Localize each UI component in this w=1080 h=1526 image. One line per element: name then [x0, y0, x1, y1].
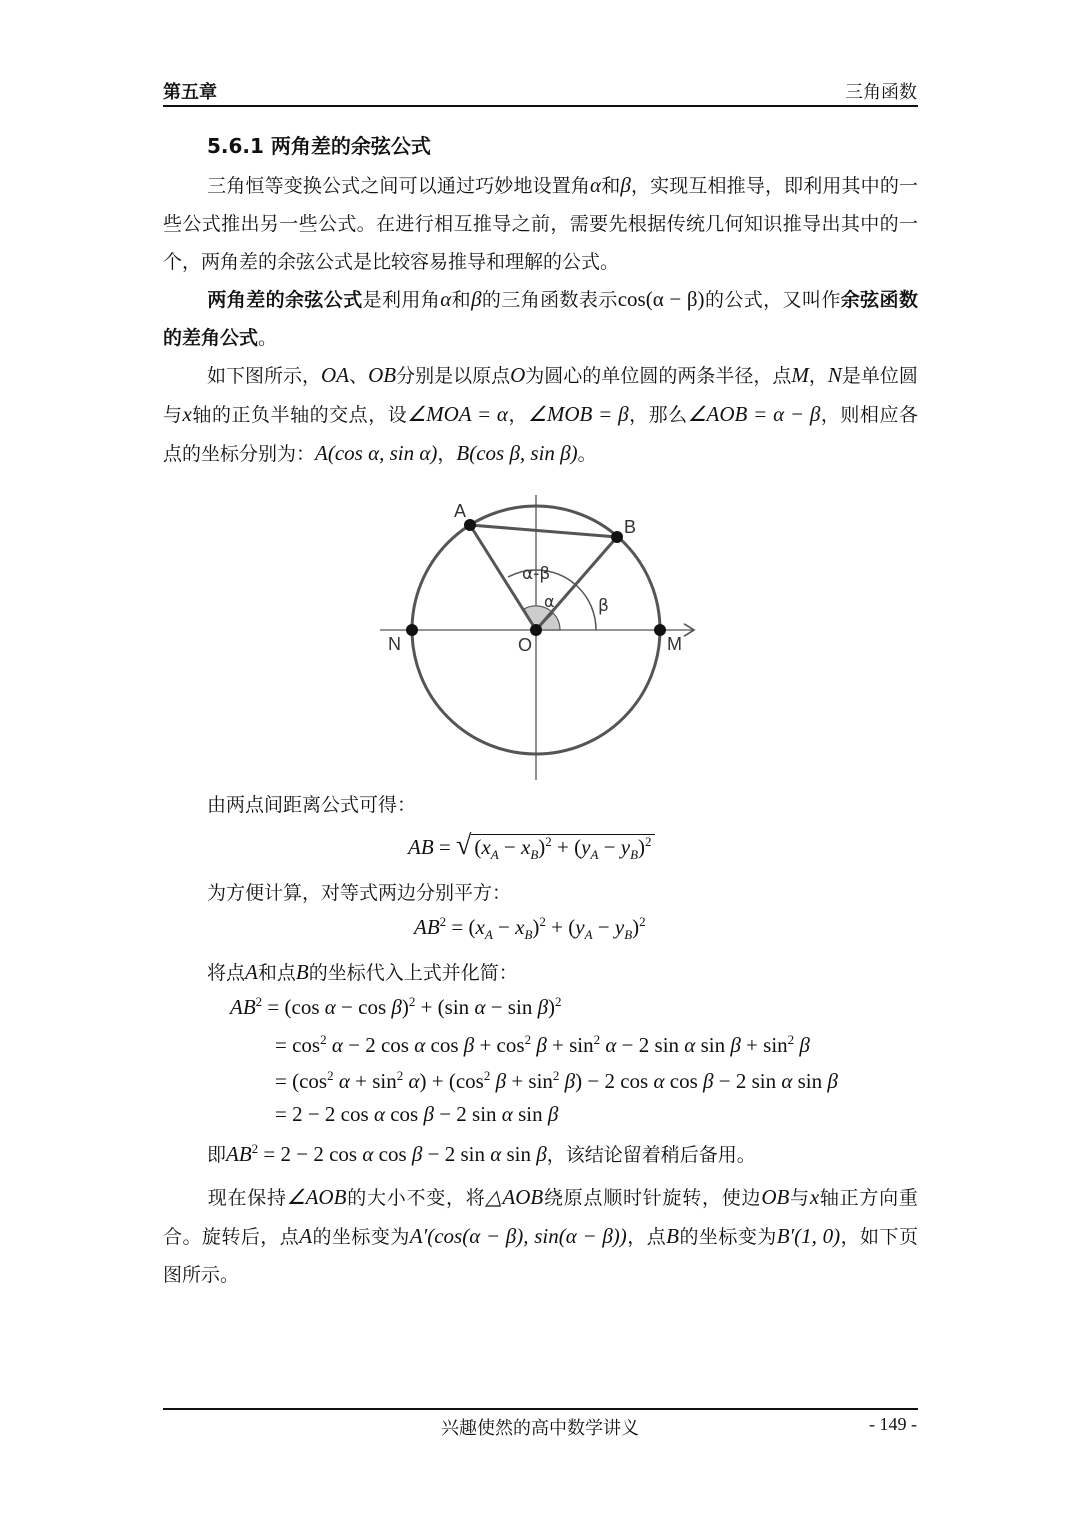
derivation-line-3: = ($\cos^2$ $\alpha + \sin^2 \alpha) + (\cos^2$ $\beta + \sin^2 \beta) - 2$ cos α cos β − 2 sin α sin β: [275, 1068, 838, 1093]
label-A: A: [454, 501, 467, 521]
label-M: M: [667, 634, 682, 654]
chord-AB: [470, 525, 617, 537]
distance-intro: 由两点间距离公式可得：: [207, 794, 417, 816]
definition-paragraph: 两角差的余弦公式是利用角α和β的三角函数表示cos(α − β)的公式，又叫作余弦函数的差角公式。: [163, 287, 918, 349]
point-M: [654, 624, 666, 636]
label-O: O: [518, 635, 533, 655]
result-sentence: 即$AB^2 = 2 - 2$ cos α cos β − 2 sin α sin β，该结论留着稍后备用。: [207, 1141, 756, 1166]
unit-circle-diagram: [372, 495, 707, 785]
chapter-header: 第五章: [163, 82, 217, 103]
label-B: B: [624, 517, 637, 537]
footer-rule: [163, 1408, 918, 1410]
label-N: N: [388, 634, 401, 654]
section-title: 5.6.1 两角差的余弦公式: [207, 134, 431, 158]
book-title: 兴趣使然的高中数学讲义: [441, 1418, 639, 1439]
substitute-intro: 将点A和点B的坐标代入上式并化简：: [207, 960, 518, 984]
subject-header: 三角函数: [845, 82, 917, 103]
beta-arc: [578, 587, 596, 630]
label-beta: β: [598, 596, 609, 616]
figure-description-paragraph: 如下图所示，OA、OB分别是以原点O为圆心的单位圆的两条半径，点M，N是单位圆与x轴的正负半轴的交点，设∠MOA = α，∠MOB = β，那么∠AOB = α − β，则相应各点的坐标分别为：A(cos α, sin α)，B(cos β, sin β)。: [163, 363, 918, 465]
point-N: [406, 624, 418, 636]
derivation-line-1: $AB^2 = (\cos$ α − cos β)$^2$ + (sin α − sin β)$^2$: [230, 994, 562, 1019]
label-alpha: α: [544, 592, 555, 611]
page-number: - 149 -: [869, 1414, 917, 1434]
label-alpha-minus-beta: α-β: [522, 564, 551, 584]
rotation-paragraph: 现在保持∠AOB的大小不变，将△AOB绕原点顺时针旋转，使边OB与x轴正方向重合。旋转后，点A的坐标变为A′(cos(α − β), sin(α − β))，点B的坐标变为B′(1, 0)，如下页图所示。: [163, 1185, 918, 1286]
intro-paragraph: 三角恒等变换公式之间可以通过巧妙地设置角α和β，实现互相推导，即利用其中的一些公式推出另一些公式。在进行相互推导之前，需要先根据传统几何知识推导出其中的一个，两角差的余弦公式是比较容易推导和理解的公式。: [163, 173, 918, 273]
squared-distance-formula: $AB^2 = (x_A - x_B)^2 + (y_A - y_B)^2$: [414, 914, 646, 943]
derivation-line-4: = 2 − 2 cos α cos β − 2 sin α sin β: [275, 1102, 559, 1126]
distance-formula: AB = √ $(x_A - x_B)^2 + (y_A - y_B)^2$: [408, 830, 655, 863]
header-rule: [163, 105, 918, 107]
derivation-line-2: = $\cos^2 \alpha - 2$ cos α $\cos \beta + \cos^2 \beta + \sin^2 \alpha - 2$ sin α $\sin \beta + \sin^2 \beta$: [275, 1032, 810, 1057]
point-B: [611, 531, 623, 543]
square-intro: 为方便计算，对等式两边分别平方：: [207, 882, 512, 904]
